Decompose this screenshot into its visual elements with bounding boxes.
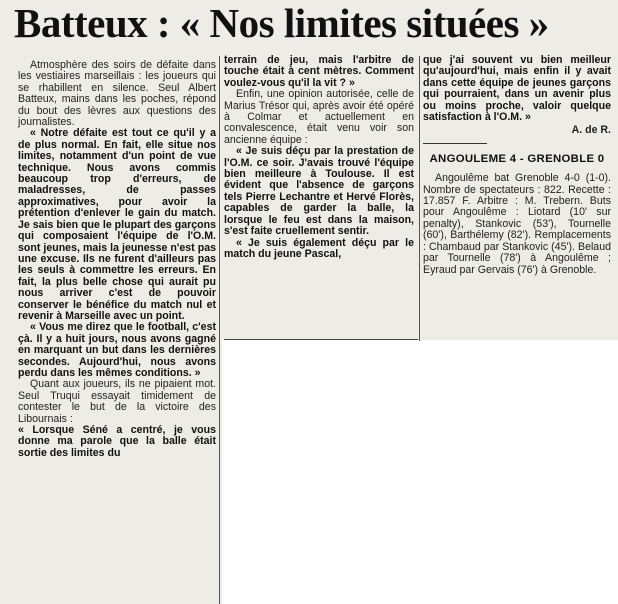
column-end-rule xyxy=(224,339,418,340)
paragraph-quote-tresor-2: « Je suis également déçu par le match du jeune Pascal, xyxy=(224,236,414,260)
article-column-2 xyxy=(224,55,414,260)
section-rule xyxy=(423,143,487,144)
author-signature: A. de R. xyxy=(571,124,611,137)
article-column-1 xyxy=(18,60,216,459)
article-column-3 xyxy=(423,55,611,276)
paragraph-intro: Atmosphère des soirs de défaite dans les vestiaires marseillais : les joueurs qui se rhabillent en silence. Seul Albert Batteux, mains dans les poches, répond du bout des lèvres aux questions des journalistes. xyxy=(18,59,216,129)
column-divider xyxy=(219,56,220,604)
paragraph-quote-truqui: « Lorsque Séné a centré, je vous donne ma parole que la balle était sortie des limites du xyxy=(18,424,216,459)
paragraph-quote-truqui-end: terrain de jeu, mais l'arbitre de touche était à cent mètres. Comment voulez-vous qu'il la vit ? » xyxy=(224,54,414,89)
paragraph-quote-batteux-2: « Vous me direz que le football, c'est çà. Il y a huit jours, nous avons gagné en marquant un but dans les dernières secondes. Aujourd'hui, nous avons perdu dans les mêmes conditions. » xyxy=(18,321,216,379)
paragraph-tresor-intro: Enfin, une opinion autorisée, celle de Marius Trésor qui, après avoir été opéré à Colmar et actuellement en convalescence, était venu voir son ancienne équipe : xyxy=(224,88,414,146)
match-report: Angoulême bat Grenoble 4-0 (1-0). Nombre de spectateurs : 822. Recette : 17.857 F. Arbitre : M. Trebern. Buts pour Angoulême : Liotard (10' sur penalty), Stankovic (53'), Tournelle (60'), Barthélemy (82'). Remplacements : Chambaud par Stankovic (45'). Belaud par Tournelle (78') à Angoulême ; Eyraud par Gervais (76') à Grenoble. xyxy=(423,172,611,276)
column-divider xyxy=(419,56,420,341)
paragraph-players: Quant aux joueurs, ils ne pipaient mot. Seul Truqui essayait timidement de contester le but de la victoire des Libournais : xyxy=(18,378,216,425)
paragraph-quote-tresor-end: que j'ai souvent vu bien meilleur qu'aujourd'hui, mais enfin il y avait dans cette équipe de jeunes garçons qui pourraient, dans un avenir plus ou moins proche, valoir quelque satisfaction à l'O.M. » xyxy=(423,54,611,124)
match-heading: ANGOULEME 4 - GRENOBLE 0 xyxy=(429,152,605,165)
headline: Batteux : « Nos limites situées » xyxy=(14,0,549,46)
paragraph-quote-batteux-1: « Notre défaite est tout ce qu'il y a de plus normal. En fait, elle situe nos limites, notamment d'un point de vue technique. Nous avons commis beaucoup trop d'erreurs, de maladresses, de passes approximatives, pour avoir la prétention d'enlever le gain du match. Je sais bien que le plupart des garçons qui composaient l'équipe de l'O.M. sont jeunes, mais la jeunesse n'est pas une excuse. Ils ne furent d'ailleurs pas les seuls à commettre les erreurs. En fait, la plus belle chose qui aurait pu nous arriver c'est de pouvoir conserver le bénéfice du match nul et revenir à Marseille avec un point. xyxy=(18,127,216,322)
paragraph-quote-tresor-1: « Je suis déçu par la prestation de l'O.M. ce soir. J'avais trouvé l'équipe bien meilleure à Toulouse. Il est évident que l'absence de garçons tels Pierre Lechantre et Hervé Florès, capables de garder la balle, la lorsque le feu est dans la maison, s'est faite cruellement sentir. xyxy=(224,145,414,238)
